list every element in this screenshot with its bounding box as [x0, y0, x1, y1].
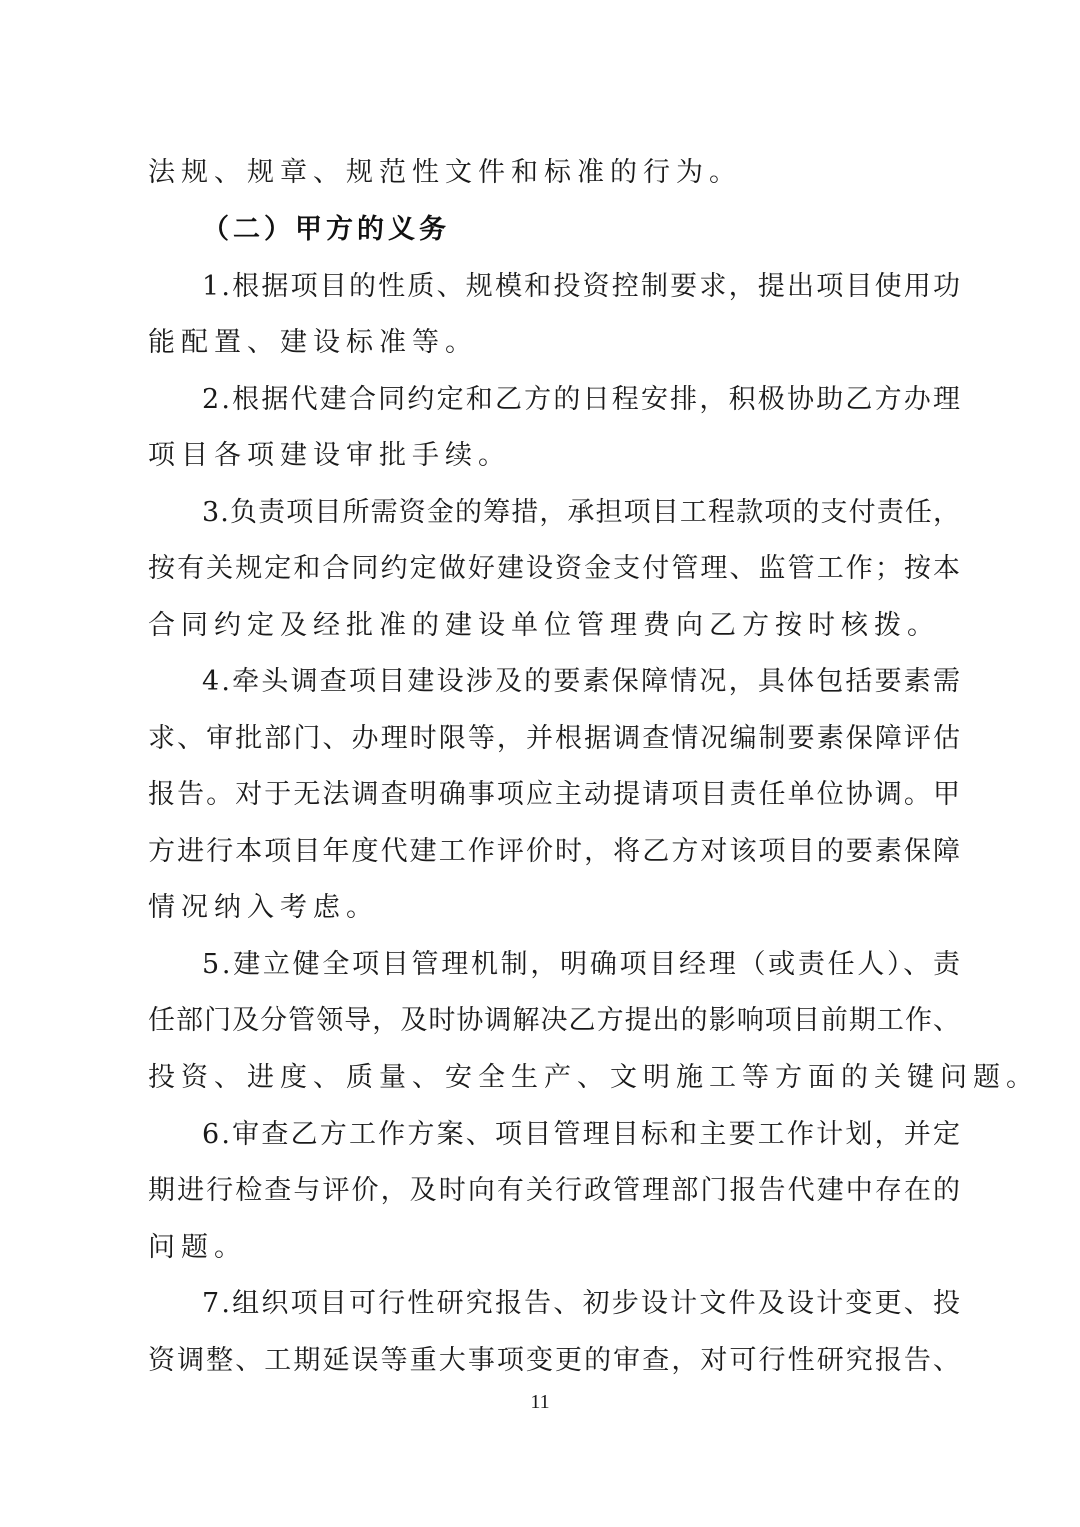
text-line: 2.根据代建合同约定和乙方的日程安排，积极协助乙方办理	[202, 384, 963, 415]
text-line: 3.负责项目所需资金的筹措，承担项目工程款项的支付责任，	[202, 497, 962, 528]
page-number: 11	[530, 1391, 550, 1413]
text-line: 按有关规定和合同约定做好建设资金支付管理、监管工作；按本	[148, 553, 963, 584]
text-line: 5.建立健全项目管理机制，明确项目经理（或责任人）、责	[202, 949, 963, 980]
text-line: 项目各项建设审批手续。	[148, 440, 511, 471]
text-line: 期进行检查与评价，及时向有关行政管理部门报告代建中存在的	[148, 1175, 963, 1206]
text-line: 1.根据项目的性质、规模和投资控制要求，提出项目使用功	[202, 271, 963, 302]
text-line: 问题。	[148, 1232, 247, 1263]
text-line: 情况纳入考虑。	[148, 892, 379, 923]
text-line: 求、审批部门、办理时限等，并根据调查情况编制要素保障评估	[148, 723, 963, 754]
text-line: 投资、进度、质量、安全生产、文明施工等方面的关键问题。	[148, 1062, 1039, 1093]
text-line: 法规、规章、规范性文件和标准的行为。	[148, 157, 742, 188]
text-line: 报告。对于无法调查明确事项应主动提请项目责任单位协调。甲	[148, 779, 963, 810]
text-line: 任部门及分管领导，及时协调解决乙方提出的影响项目前期工作、	[148, 1005, 962, 1036]
section-heading: （二）甲方的义务	[202, 214, 450, 245]
text-line: 能配置、建设标准等。	[148, 327, 478, 358]
text-line: 合同约定及经批准的建设单位管理费向乙方按时核拨。	[148, 610, 940, 641]
text-line: 6.审查乙方工作方案、项目管理目标和主要工作计划，并定	[202, 1119, 963, 1150]
text-line: 4.牵头调查项目建设涉及的要素保障情况，具体包括要素需	[202, 666, 963, 697]
text-line: 7.组织项目可行性研究报告、初步设计文件及设计变更、投	[202, 1288, 963, 1319]
text-line: 方进行本项目年度代建工作评价时，将乙方对该项目的要素保障	[148, 836, 963, 867]
text-line: 资调整、工期延误等重大事项变更的审查，对可行性研究报告、	[148, 1345, 963, 1376]
